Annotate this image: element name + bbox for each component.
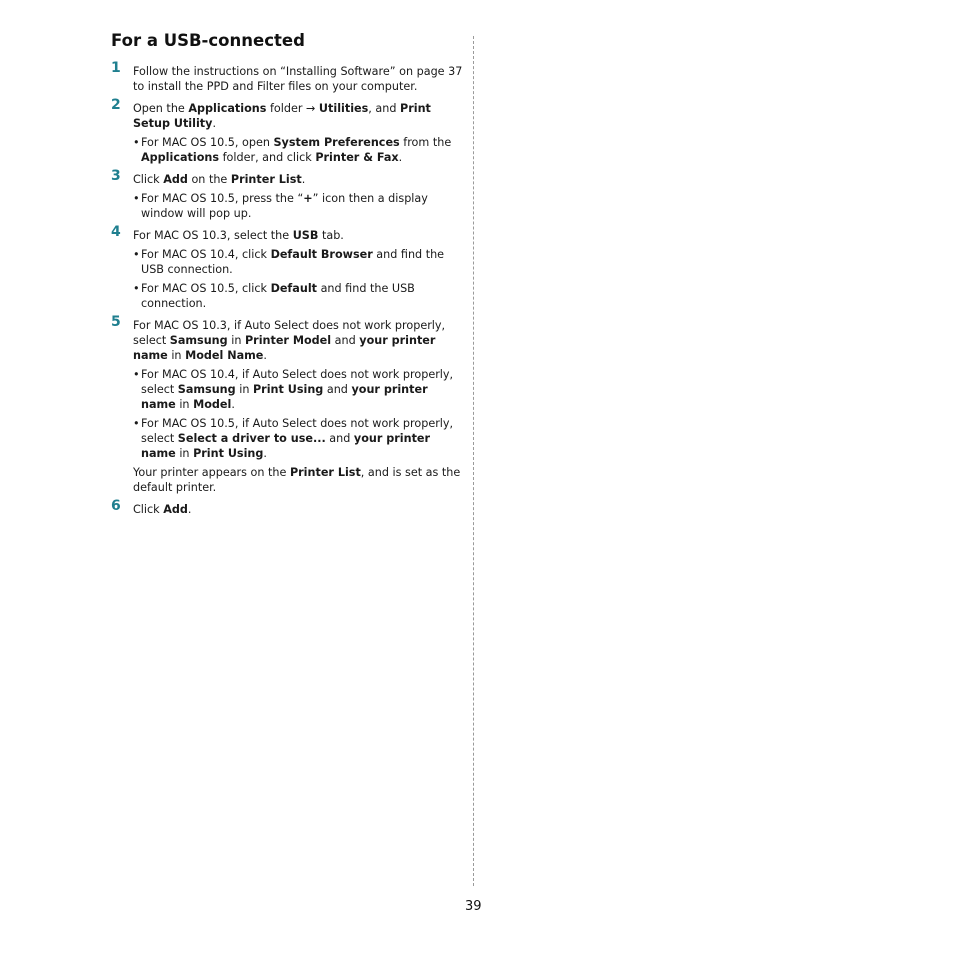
bullet-item <box>133 416 465 461</box>
step-5 <box>111 314 465 495</box>
text-run: For MAC OS 10.5, if Auto Select does not work properly, select <box>141 417 454 445</box>
step-1 <box>111 60 465 94</box>
step-number: 3 <box>111 168 121 184</box>
step-note <box>133 465 465 495</box>
text-run: in <box>175 398 194 411</box>
step-number: 4 <box>111 224 121 240</box>
text-run: For MAC OS 10.3, select the <box>133 229 293 242</box>
text-run: tab. <box>318 229 344 242</box>
text-run: Default <box>270 282 318 295</box>
steps-list <box>111 60 465 524</box>
text-run: folder → <box>266 102 319 115</box>
step-text <box>133 64 465 94</box>
text-run: Model <box>193 398 232 411</box>
bullet-item <box>133 281 465 311</box>
text-run: . <box>263 447 267 460</box>
text-run: your printer name <box>141 432 431 460</box>
text-run: . <box>301 173 306 186</box>
text-run: your printer name <box>141 383 428 411</box>
text-run: . <box>231 398 235 411</box>
text-run: from the <box>399 136 452 149</box>
step-6 <box>111 498 465 517</box>
step-text <box>133 502 465 517</box>
text-run: and <box>331 334 360 347</box>
bullet-item <box>133 191 465 221</box>
text-run: Print Using <box>193 447 264 460</box>
text-run: Default Browser <box>270 248 373 261</box>
step-text <box>133 228 465 243</box>
text-run: Applications <box>141 151 220 164</box>
text-run: For MAC OS 10.5, click <box>141 282 271 295</box>
text-run: in <box>235 383 253 396</box>
text-run: Model Name <box>185 349 264 362</box>
bullet-icon: • <box>133 248 140 261</box>
text-run: and find the USB connection. <box>141 248 445 276</box>
text-run: Add <box>163 173 188 186</box>
bullet-icon: • <box>133 368 140 381</box>
text-run: Click <box>133 503 164 516</box>
text-run: Printer Model <box>244 334 332 347</box>
bullet-icon: • <box>133 192 140 205</box>
step-2 <box>111 97 465 165</box>
bullet-icon: • <box>133 417 140 430</box>
text-run: . <box>187 503 192 516</box>
text-run: + <box>303 192 313 205</box>
step-3 <box>111 168 465 221</box>
text-run: System Preferences <box>273 136 400 149</box>
bullet-item <box>133 247 465 277</box>
text-run: , and <box>368 102 401 115</box>
step-number: 6 <box>111 498 121 514</box>
step-text <box>133 101 465 131</box>
step-number: 5 <box>111 314 121 330</box>
text-run: Samsung <box>177 383 236 396</box>
page-title: For a USB-connected <box>111 31 305 50</box>
text-run: your printer name <box>133 334 436 362</box>
text-run: and <box>325 432 354 445</box>
text-run: , and is set as the default printer. <box>133 466 461 494</box>
text-run: . <box>263 349 267 362</box>
text-run: and <box>323 383 352 396</box>
text-run: Click <box>133 173 164 186</box>
text-run: Open the <box>133 102 189 115</box>
text-run: on the <box>187 173 231 186</box>
step-text <box>133 318 465 363</box>
text-run: Print Setup Utility <box>133 102 431 130</box>
text-run: Samsung <box>169 334 228 347</box>
text-run: Print Using <box>252 383 324 396</box>
text-run: Printer List <box>230 173 302 186</box>
text-run: Applications <box>188 102 267 115</box>
column-divider <box>473 36 474 886</box>
text-run: Follow the instructions on “Installing Software” on page 37 to install the PPD and Filter files on your computer. <box>133 65 463 93</box>
step-4 <box>111 224 465 311</box>
text-run: For MAC OS 10.4, click <box>141 248 271 261</box>
text-run: USB <box>292 229 319 242</box>
text-run: Printer & Fax <box>315 151 399 164</box>
text-run: Utilities <box>318 102 369 115</box>
bullet-item <box>133 367 465 412</box>
text-run: folder, and click <box>219 151 316 164</box>
text-run: Add <box>163 503 188 516</box>
text-run: For MAC OS 10.5, press the “ <box>141 192 304 205</box>
bullet-icon: • <box>133 136 140 149</box>
bullet-icon: • <box>133 282 140 295</box>
step-text <box>133 172 465 187</box>
text-run: . <box>398 151 403 164</box>
text-run: in <box>227 334 245 347</box>
bullet-item <box>133 135 465 165</box>
text-run: For MAC OS 10.3, if Auto Select does not work properly, select <box>133 319 446 347</box>
step-number: 2 <box>111 97 121 113</box>
text-run: Your printer appears on the <box>133 466 290 479</box>
step-number: 1 <box>111 60 121 76</box>
text-run: ” icon then a display window will pop up. <box>141 192 428 220</box>
page-number: 39 <box>465 899 482 914</box>
text-run: in <box>175 447 194 460</box>
text-run: Printer List <box>289 466 361 479</box>
text-run: Select a driver to use... <box>177 432 326 445</box>
text-run: For MAC OS 10.5, open <box>141 136 274 149</box>
text-run: . <box>212 117 217 130</box>
text-run: For MAC OS 10.4, if Auto Select does not work properly, select <box>141 368 454 396</box>
text-run: in <box>167 349 186 362</box>
text-run: and find the USB connection. <box>141 282 415 310</box>
